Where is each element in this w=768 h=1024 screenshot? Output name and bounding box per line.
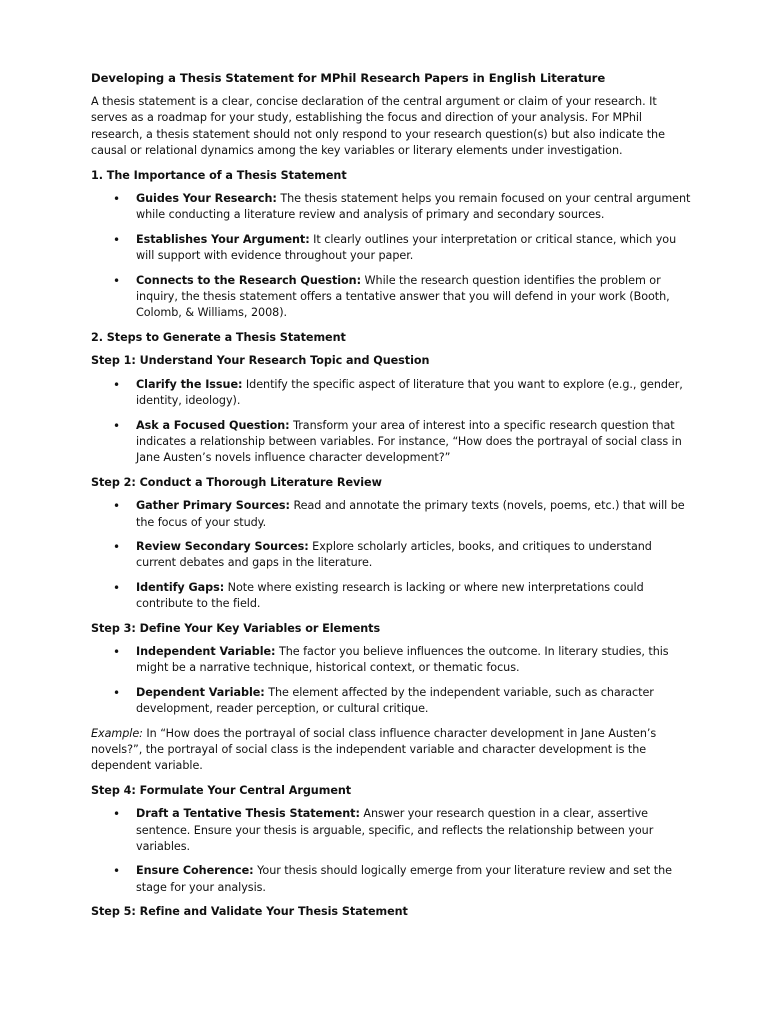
list-item-text: Read and annotate the primary texts (novels, poems, etc.) that will be the focus of your study.: [136, 499, 685, 529]
list-item: [91, 418, 691, 467]
list-item-text: It clearly outlines your interpretation or critical stance, which you will support with evidence throughout your paper.: [136, 232, 677, 263]
list-item: [91, 580, 691, 613]
list-item-text: The thesis statement helps you remain focused on your central argument while conducting a literature review and analysis of primary and secondary sources.: [136, 192, 691, 222]
list-item-term: Identify Gaps:: [136, 580, 225, 594]
list-item: [91, 806, 691, 855]
document-title: Developing a Thesis Statement for MPhil Research Papers in English Literature: [91, 71, 606, 85]
list-item-term: Clarify the Issue:: [136, 377, 243, 391]
step-heading-2: Step 2: Conduct a Thorough Literature Review: [91, 475, 382, 489]
bullet-icon: •: [113, 539, 121, 554]
list-item: [91, 644, 691, 677]
list-item-text: Your thesis should logically emerge from your literature review and set the stage for your analysis.: [136, 864, 672, 894]
list-item-text: Note where existing research is lacking or where new interpretations could contribute to the field.: [136, 580, 644, 611]
step3-list: [91, 644, 691, 718]
intro-paragraph: A thesis statement is a clear, concise declaration of the central argument or claim of your research. It serves as a roadmap for your study, establishing the focus and direction of your analysis. For MPhil research, a thesis statement should not only respond to your research question(s) but also indicate the causal or relational dynamics among the key variables or literary elements under investigation.: [91, 95, 665, 158]
list-item-text: The element affected by the independent variable, such as character development, reader perception, or cultural critique.: [136, 685, 654, 716]
step1-list: [91, 377, 691, 467]
importance-list: [91, 191, 691, 322]
list-item-text: Transform your area of interest into a specific research question that indicates a relationship between variables. For instance, “How does the portrayal of social class in Jane Austen’s novels influence character development?”: [136, 418, 682, 465]
list-item-term: Ask a Focused Question:: [136, 418, 290, 432]
list-item: [91, 273, 691, 322]
bullet-icon: •: [113, 864, 121, 879]
list-item-term: Gather Primary Sources:: [136, 499, 290, 513]
step-heading-4: Step 4: Formulate Your Central Argument: [91, 783, 352, 797]
list-item-term: Guides Your Research:: [136, 192, 277, 206]
bullet-icon: •: [113, 644, 121, 659]
bullet-icon: •: [113, 685, 121, 700]
list-item-term: Dependent Variable:: [136, 685, 265, 699]
list-item: [91, 863, 691, 896]
example-label: Example:: [91, 726, 143, 740]
bullet-icon: •: [113, 377, 121, 392]
list-item-term: Independent Variable:: [136, 644, 276, 658]
step-heading-1: Step 1: Understand Your Research Topic and Question: [91, 354, 430, 368]
list-item: [91, 498, 691, 531]
list-item-term: Draft a Tentative Thesis Statement:: [136, 807, 360, 821]
bullet-icon: •: [113, 232, 121, 247]
list-item-text: Identify the specific aspect of literature that you want to explore (e.g., gender, identity, ideology).: [136, 377, 683, 408]
list-item: [91, 377, 691, 410]
bullet-icon: •: [113, 580, 121, 595]
list-item-text: While the research question identifies the problem or inquiry, the thesis statement offers a tentative answer that you will defend in your work (Booth, Colomb, & Williams, 2008).: [136, 273, 670, 320]
bullet-icon: •: [113, 273, 121, 288]
list-item: [91, 232, 691, 265]
list-item-term: Connects to the Research Question:: [136, 273, 362, 287]
example-paragraph: [91, 726, 691, 775]
list-item: [91, 539, 691, 572]
list-item-term: Establishes Your Argument:: [136, 232, 310, 246]
step4-list: [91, 806, 691, 896]
section-heading-steps: 2. Steps to Generate a Thesis Statement: [91, 330, 346, 344]
list-item-term: Ensure Coherence:: [136, 864, 254, 878]
bullet-icon: •: [113, 499, 121, 514]
step-heading-5: Step 5: Refine and Validate Your Thesis Statement: [91, 905, 408, 919]
example-text: In “How does the portrayal of social class influence character development in Jane Austen’s novels?”, the portrayal of social class is the independent variable and character development is the dependent variable.: [91, 726, 657, 773]
list-item-term: Review Secondary Sources:: [136, 539, 309, 553]
list-item: [91, 685, 691, 718]
list-item: [91, 191, 691, 224]
list-item-text: The factor you believe influences the outcome. In literary studies, this might be a narrative technique, historical context, or thematic focus.: [136, 644, 669, 675]
document-page: [91, 70, 691, 928]
bullet-icon: •: [113, 807, 121, 822]
bullet-icon: •: [113, 418, 121, 433]
list-item-text: Answer your research question in a clear, assertive sentence. Ensure your thesis is arguable, specific, and reflects the relationship between your variables.: [136, 807, 654, 854]
step-heading-3: Step 3: Define Your Key Variables or Elements: [91, 621, 381, 635]
list-item-text: Explore scholarly articles, books, and critiques to understand current debates and gaps in the literature.: [136, 539, 652, 570]
step2-list: [91, 498, 691, 612]
section-heading-importance: 1. The Importance of a Thesis Statement: [91, 168, 347, 182]
bullet-icon: •: [113, 192, 121, 207]
